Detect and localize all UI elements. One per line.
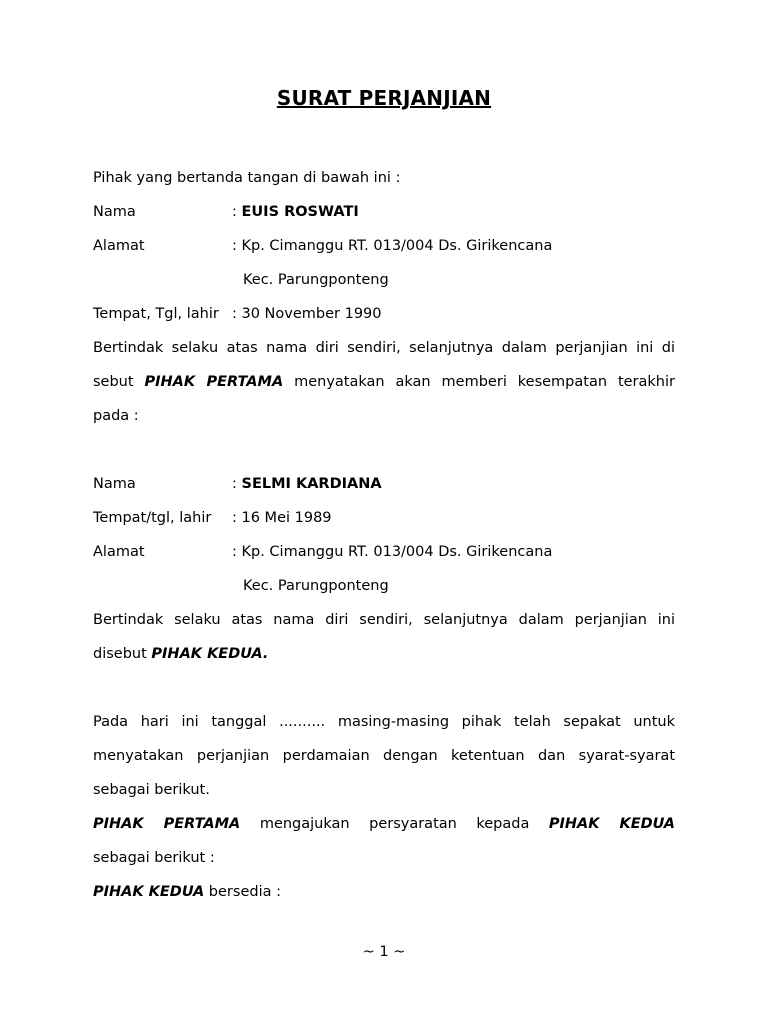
party2-birth: 16 Mei 1989	[241, 510, 332, 526]
para4-line1	[93, 813, 675, 835]
para2-line2-pre: disebut	[93, 646, 152, 662]
party1-birth: 30 November 1990	[241, 306, 382, 322]
party2-name-sep: :	[232, 476, 242, 492]
para2-line2	[93, 643, 675, 665]
party1-birth-label: Tempat, Tgl, lahir	[93, 306, 219, 322]
para3-line1: Pada hari ini tanggal .......... masing-masing pihak telah sepakat untuk	[93, 714, 675, 730]
party2-address-line2: Kec. Parungponteng	[243, 578, 389, 594]
party1-name-sep: :	[232, 204, 242, 220]
para4-pihak-pertama: PIHAK PERTAMA	[93, 816, 241, 832]
para4-line2: sebagai berikut :	[93, 850, 215, 866]
para5-line	[93, 881, 675, 903]
page-number: ~ 1 ~	[362, 944, 406, 960]
party1-name: EUIS ROSWATI	[241, 204, 359, 220]
para1-line2-post: menyatakan akan memberi kesempatan terakhir	[283, 374, 675, 390]
intro-text: Pihak yang bertanda tangan di bawah ini :	[93, 170, 401, 186]
party1-birth-row	[93, 303, 675, 325]
party1-name-label: Nama	[93, 204, 136, 220]
para3-line3: sebagai berikut.	[93, 782, 210, 798]
para1-line2	[93, 371, 675, 393]
party1-birth-sep: :	[232, 306, 242, 322]
para4-mid: mengajukan persyaratan kepada	[240, 816, 549, 832]
party2-address-sep: :	[232, 544, 242, 560]
party2-address-line1: Kp. Cimanggu RT. 013/004 Ds. Girikencana	[241, 544, 553, 560]
pihak-kedua-term: PIHAK KEDUA.	[151, 646, 269, 662]
para1-line3: pada :	[93, 408, 139, 424]
party2-name: SELMI KARDIANA	[241, 476, 382, 492]
party2-name-label: Nama	[93, 476, 136, 492]
party2-birth-row	[93, 507, 675, 529]
para4-pihak-kedua: PIHAK KEDUA	[548, 816, 675, 832]
party1-address-label: Alamat	[93, 238, 145, 254]
para1-line2-pre: sebut	[93, 374, 145, 390]
document-title: SURAT PERJANJIAN	[276, 86, 492, 110]
party2-birth-sep: :	[232, 510, 242, 526]
para1-line1: Bertindak selaku atas nama diri sendiri, selanjutnya dalam perjanjian ini di	[93, 340, 675, 356]
para3-line2: menyatakan perjanjian perdamaian dengan ketentuan dan syarat-syarat	[93, 748, 675, 764]
party1-address-sep: :	[232, 238, 242, 254]
party2-birth-label: Tempat/tgl, lahir	[93, 510, 212, 526]
party2-address-row	[93, 541, 675, 563]
party2-name-row	[93, 473, 675, 495]
pihak-pertama-term: PIHAK PERTAMA	[144, 374, 284, 390]
party1-address-line1: Kp. Cimanggu RT. 013/004 Ds. Girikencana	[241, 238, 553, 254]
party1-name-row	[93, 201, 675, 223]
para5-post: bersedia :	[204, 884, 281, 900]
party2-address-label: Alamat	[93, 544, 145, 560]
party1-address-row	[93, 235, 675, 257]
party1-address-line2: Kec. Parungponteng	[243, 272, 389, 288]
para2-line1: Bertindak selaku atas nama diri sendiri, selanjutnya dalam perjanjian ini	[93, 612, 675, 628]
para5-pihak-kedua: PIHAK KEDUA	[93, 884, 205, 900]
